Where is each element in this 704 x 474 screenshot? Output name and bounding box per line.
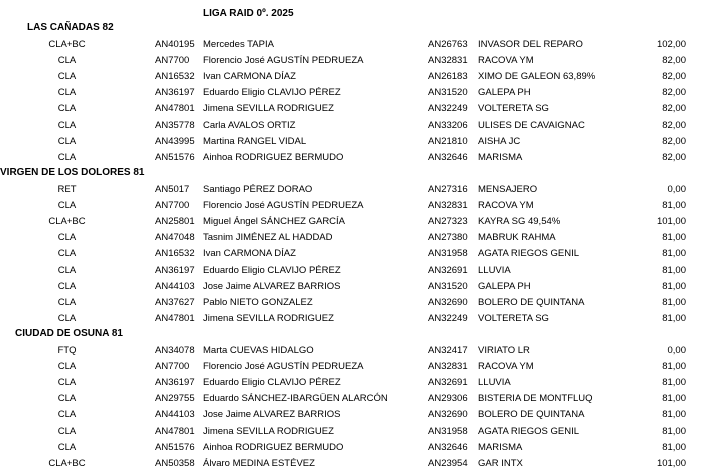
table-row	[0, 393, 704, 409]
rider-license-cell: AN36197	[155, 264, 195, 276]
table-row	[0, 458, 704, 474]
table-row	[0, 200, 704, 216]
horse-name-cell: VIRIATO LR	[478, 345, 530, 356]
horse-name-cell: GALEPA PH	[478, 87, 531, 99]
score-cell: 81,00	[662, 296, 686, 308]
horse-license-cell: AN27380	[428, 232, 468, 244]
table-row	[0, 377, 704, 393]
rider-name-cell: Tasnim JIMÉNEZ AL HADDAD	[203, 232, 333, 244]
rider-license-cell: AN35778	[155, 119, 195, 131]
horse-license-cell: AN32249	[428, 103, 468, 115]
score-cell: 81,00	[662, 361, 686, 373]
rider-license-cell: AN47048	[155, 232, 195, 244]
rider-name-cell: Florencio José AGUSTÍN PEDRUEZA	[203, 55, 364, 67]
rider-name-cell: Jimena SEVILLA RODRIGUEZ	[203, 312, 334, 324]
horse-license-cell: AN32831	[428, 361, 468, 373]
status-cell: CLA	[57, 441, 77, 453]
horse-name-cell: VOLTERETA SG	[478, 103, 549, 115]
table-row	[0, 442, 704, 458]
rider-name-cell: Marta CUEVAS HIDALGO	[203, 345, 314, 356]
table-row	[0, 152, 704, 168]
table-row	[0, 265, 704, 281]
rider-license-cell: AN5017	[155, 184, 190, 195]
status-cell: CLA	[57, 312, 77, 324]
rider-name-cell: Carla AVALOS ORTIZ	[203, 119, 296, 131]
score-cell: 81,00	[662, 393, 686, 405]
horse-name-cell: RACOVA YM	[478, 361, 534, 373]
horse-name-cell: BOLERO DE QUINTANA	[478, 409, 585, 421]
score-cell: 101,00	[656, 216, 686, 228]
score-cell: 82,00	[662, 135, 686, 147]
rider-name-cell: Florencio José AGUSTÍN PEDRUEZA	[203, 361, 364, 373]
rider-name-cell: Eduardo Eligio CLAVIJO PÉREZ	[203, 377, 341, 389]
status-cell: CLA+BC	[48, 216, 86, 228]
status-cell: CLA+BC	[48, 39, 86, 50]
rider-name-cell: Álvaro MEDINA ESTÉVEZ	[203, 457, 315, 469]
rider-name-cell: Jose Jaime ALVAREZ BARRIOS	[203, 409, 341, 421]
score-cell: 82,00	[662, 87, 686, 99]
status-cell: CLA+BC	[48, 457, 86, 469]
status-cell: CLA	[57, 393, 77, 405]
status-cell: CLA	[57, 87, 77, 99]
horse-license-cell: AN29306	[428, 393, 468, 405]
table-row	[0, 426, 704, 442]
score-cell: 102,00	[656, 39, 686, 50]
horse-name-cell: INVASOR DEL REPARO	[478, 39, 583, 50]
score-cell: 81,00	[662, 200, 686, 212]
status-cell: CLA	[57, 119, 77, 131]
status-cell: CLA	[57, 425, 77, 437]
horse-name-cell: RACOVA YM	[478, 200, 534, 212]
table-row	[0, 232, 704, 248]
section-header: CIUDAD DE OSUNA 81	[15, 328, 123, 339]
table-row	[0, 184, 704, 200]
horse-license-cell: AN32690	[428, 296, 468, 308]
table-row	[0, 297, 704, 313]
horse-license-cell: AN32691	[428, 377, 468, 389]
rider-license-cell: AN37627	[155, 296, 195, 308]
horse-name-cell: XIMO DE GALEON 63,89%	[478, 71, 596, 83]
horse-name-cell: MABRUK RAHMA	[478, 232, 556, 244]
rider-name-cell: Santiago PÉREZ DORAO	[203, 184, 313, 195]
rider-license-cell: AN43995	[155, 135, 195, 147]
horse-name-cell: ULISES DE CAVAIGNAC	[478, 119, 585, 131]
rider-license-cell: AN34078	[155, 345, 195, 356]
rider-license-cell: AN40195	[155, 39, 195, 50]
horse-license-cell: AN33206	[428, 119, 468, 131]
score-cell: 81,00	[662, 280, 686, 292]
score-cell: 81,00	[662, 441, 686, 453]
rider-license-cell: AN7700	[155, 55, 190, 67]
status-cell: CLA	[57, 71, 77, 83]
horse-name-cell: AISHA JC	[478, 135, 521, 147]
rider-name-cell: Miguel Ángel SÁNCHEZ GARCÍA	[203, 216, 346, 228]
horse-name-cell: MARISMA	[478, 151, 523, 163]
horse-license-cell: AN27316	[428, 184, 468, 195]
rider-license-cell: AN25801	[155, 216, 195, 228]
rider-license-cell: AN7700	[155, 361, 190, 373]
score-cell: 82,00	[662, 119, 686, 131]
rider-name-cell: Ivan CARMONA DÍAZ	[203, 71, 296, 83]
rider-license-cell: AN51576	[155, 151, 195, 163]
horse-name-cell: LLUVIA	[478, 377, 511, 389]
status-cell: CLA	[57, 151, 77, 163]
horse-name-cell: GAR INTX	[478, 457, 523, 469]
score-cell: 81,00	[662, 232, 686, 244]
rider-license-cell: AN29755	[155, 393, 195, 405]
score-cell: 81,00	[662, 264, 686, 276]
page-title: LIGA RAID 0º. 2025	[203, 8, 294, 19]
horse-license-cell: AN31520	[428, 280, 468, 292]
horse-license-cell: AN21810	[428, 135, 468, 147]
status-cell: CLA	[57, 248, 77, 260]
table-row	[0, 87, 704, 103]
rider-name-cell: Eduardo Eligio CLAVIJO PÉREZ	[203, 264, 341, 276]
table-row	[0, 55, 704, 71]
rider-name-cell: Florencio José AGUSTÍN PEDRUEZA	[203, 200, 364, 212]
table-row	[0, 120, 704, 136]
score-cell: 0,00	[667, 184, 686, 195]
rider-license-cell: AN36197	[155, 87, 195, 99]
score-cell: 81,00	[662, 248, 686, 260]
table-row	[0, 345, 704, 361]
horse-license-cell: AN23954	[428, 457, 468, 469]
table-row	[0, 248, 704, 264]
rider-license-cell: AN47801	[155, 425, 195, 437]
rider-name-cell: Jimena SEVILLA RODRIGUEZ	[203, 425, 334, 437]
status-cell: FTQ	[57, 345, 77, 356]
status-cell: CLA	[57, 280, 77, 292]
score-cell: 82,00	[662, 55, 686, 67]
score-cell: 82,00	[662, 151, 686, 163]
rider-name-cell: Martina RANGEL VIDAL	[203, 135, 307, 147]
table-row	[0, 313, 704, 329]
horse-license-cell: AN32831	[428, 200, 468, 212]
score-cell: 82,00	[662, 71, 686, 83]
horse-name-cell: GALEPA PH	[478, 280, 531, 292]
status-cell: CLA	[57, 103, 77, 115]
rider-name-cell: Ainhoa RODRIGUEZ BERMUDO	[203, 441, 344, 453]
status-cell: CLA	[57, 232, 77, 244]
rider-name-cell: Jose Jaime ALVAREZ BARRIOS	[203, 280, 341, 292]
status-cell: CLA	[57, 264, 77, 276]
horse-license-cell: AN32249	[428, 312, 468, 324]
table-row	[0, 409, 704, 425]
status-cell: CLA	[57, 409, 77, 421]
horse-license-cell: AN32646	[428, 151, 468, 163]
horse-name-cell: LLUVIA	[478, 264, 511, 276]
horse-license-cell: AN32646	[428, 441, 468, 453]
rider-name-cell: Ivan CARMONA DÍAZ	[203, 248, 296, 260]
section-header: LAS CAÑADAS 82	[27, 22, 114, 33]
rider-license-cell: AN16532	[155, 248, 195, 260]
table-row	[0, 216, 704, 232]
score-cell: 0,00	[667, 345, 686, 356]
rider-name-cell: Mercedes TAPIA	[203, 39, 274, 50]
status-cell: CLA	[57, 361, 77, 373]
rider-license-cell: AN16532	[155, 71, 195, 83]
rider-license-cell: AN44103	[155, 280, 195, 292]
horse-license-cell: AN31958	[428, 248, 468, 260]
horse-name-cell: AGATA RIEGOS GENIL	[478, 425, 580, 437]
horse-name-cell: BISTERIA DE MONTFLUQ	[478, 393, 593, 405]
rider-license-cell: AN47801	[155, 312, 195, 324]
horse-name-cell: RACOVA YM	[478, 55, 534, 67]
horse-license-cell: AN26763	[428, 39, 468, 50]
horse-name-cell: VOLTERETA SG	[478, 312, 549, 324]
rider-name-cell: Jimena SEVILLA RODRIGUEZ	[203, 103, 334, 115]
rider-license-cell: AN47801	[155, 103, 195, 115]
table-row	[0, 281, 704, 297]
score-cell: 81,00	[662, 425, 686, 437]
horse-license-cell: AN31520	[428, 87, 468, 99]
rider-name-cell: Ainhoa RODRIGUEZ BERMUDO	[203, 151, 344, 163]
rider-license-cell: AN44103	[155, 409, 195, 421]
rider-name-cell: Pablo NIETO GONZALEZ	[203, 296, 313, 308]
status-cell: CLA	[57, 135, 77, 147]
horse-name-cell: BOLERO DE QUINTANA	[478, 296, 585, 308]
status-cell: CLA	[57, 55, 77, 67]
table-row	[0, 361, 704, 377]
horse-name-cell: MARISMA	[478, 441, 523, 453]
horse-license-cell: AN27323	[428, 216, 468, 228]
horse-license-cell: AN31958	[428, 425, 468, 437]
status-cell: RET	[57, 184, 77, 195]
rider-license-cell: AN51576	[155, 441, 195, 453]
horse-name-cell: MENSAJERO	[478, 184, 538, 195]
status-cell: CLA	[57, 296, 77, 308]
horse-license-cell: AN32831	[428, 55, 468, 67]
table-row	[0, 103, 704, 119]
score-cell: 81,00	[662, 312, 686, 324]
horse-license-cell: AN26183	[428, 71, 468, 83]
horse-license-cell: AN32691	[428, 264, 468, 276]
section-header: VIRGEN DE LOS DOLORES 81	[0, 167, 145, 178]
rider-name-cell: Eduardo SÁNCHEZ-IBARGÜEN ALARCÓN	[203, 393, 388, 405]
table-row	[0, 71, 704, 87]
rider-license-cell: AN7700	[155, 200, 190, 212]
horse-name-cell: AGATA RIEGOS GENIL	[478, 248, 580, 260]
status-cell: CLA	[57, 200, 77, 212]
score-cell: 81,00	[662, 409, 686, 421]
horse-license-cell: AN32417	[428, 345, 468, 356]
score-cell: 82,00	[662, 103, 686, 115]
score-cell: 81,00	[662, 377, 686, 389]
rider-license-cell: AN36197	[155, 377, 195, 389]
table-row	[0, 39, 704, 55]
score-cell: 101,00	[656, 457, 686, 469]
horse-name-cell: KAYRA SG 49,54%	[478, 216, 561, 228]
horse-license-cell: AN32690	[428, 409, 468, 421]
table-row	[0, 136, 704, 152]
status-cell: CLA	[57, 377, 77, 389]
rider-name-cell: Eduardo Eligio CLAVIJO PÉREZ	[203, 87, 341, 99]
rider-license-cell: AN50358	[155, 457, 195, 469]
